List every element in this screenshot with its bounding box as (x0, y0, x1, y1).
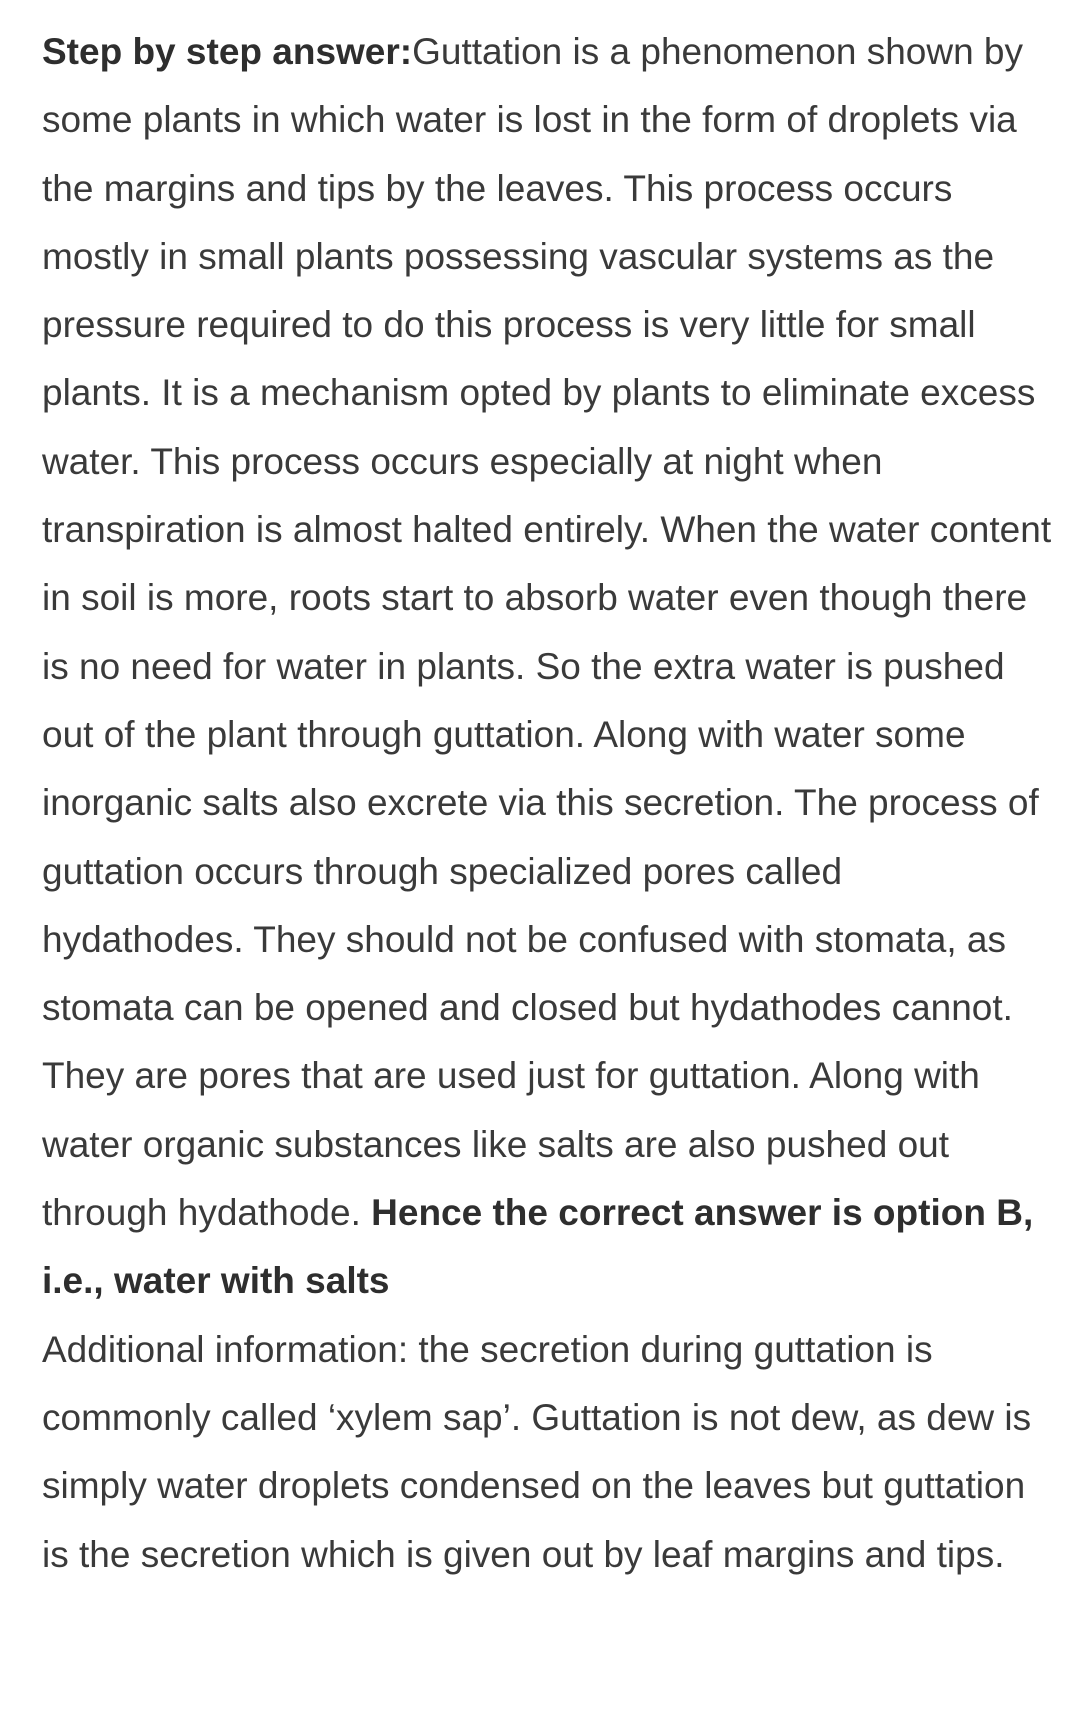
additional-information: Additional information: the secretion during guttation is commonly called ‘xylem sap’. Guttation is not dew, as dew is simply water droplets condensed on the leaves but guttation is the secretion which is given out by leaf margins and tips. (42, 1328, 1032, 1575)
correct-answer-statement: Hence the correct answer is option B, i.e., water with salts (42, 1192, 1034, 1302)
answer-explanation: Guttation is a phenomenon shown by some plants in which water is lost in the form of droplets via the margins and tips by the leaves. This process occurs mostly in small plants possessing vascular systems as the pressure required to do this process is very little for small plants. It is a mechanism opted by plants to eliminate excess water. This process occurs especially at night when transpiration is almost halted entirely. When the water content in soil is more, roots start to absorb water even though there is no need for water in plants. So the extra water is pushed out of the plant through guttation. Along with water some inorganic salts also excrete via this secretion. The process of guttation occurs through specialized pores called hydathodes. They should not be confused with stomata, as stomata can be opened and closed but hydathodes cannot. They are pores that are used just for guttation. Along with water organic substances like salts are also pushed out through hydathode. (42, 31, 1052, 1234)
answer-paragraph (42, 18, 1052, 1316)
step-by-step-heading: Step by step answer: (42, 31, 413, 72)
answer-text-block (42, 18, 1052, 1589)
